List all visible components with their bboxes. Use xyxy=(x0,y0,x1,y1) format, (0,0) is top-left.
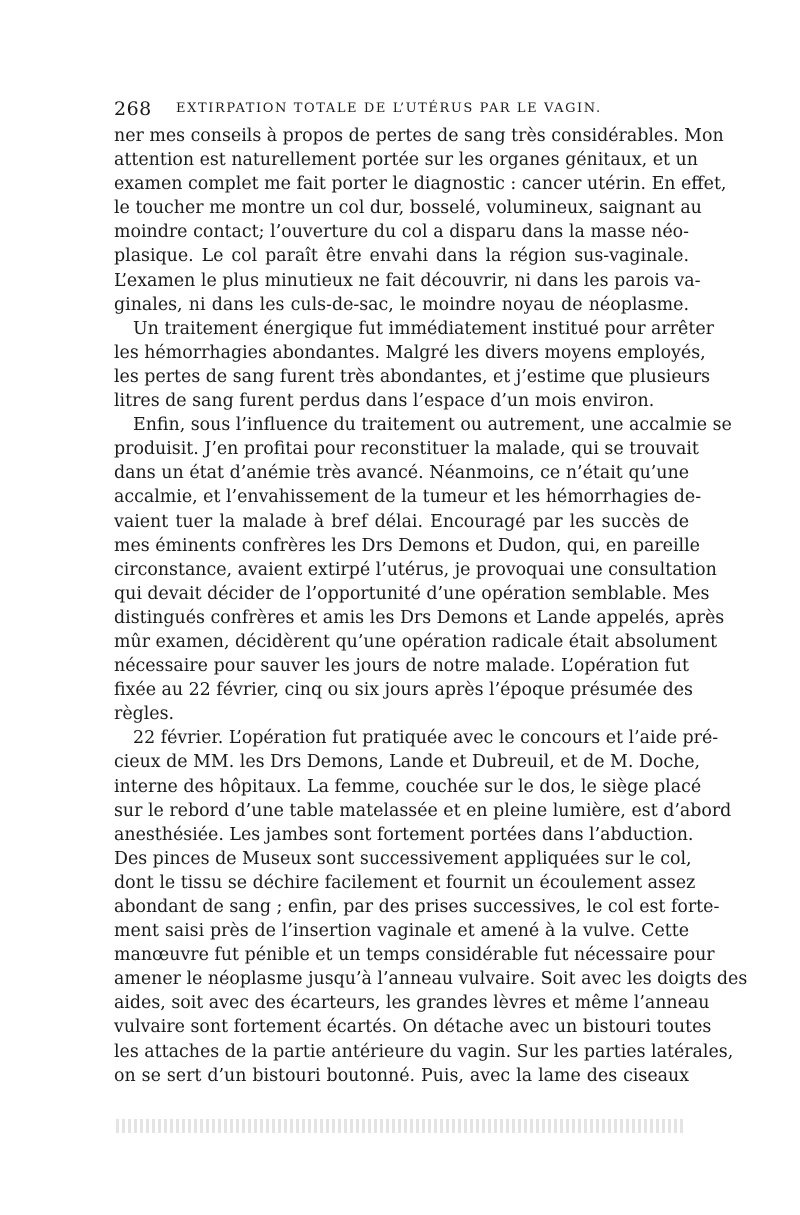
text-line: L’examen le plus minutieux ne fait découvrir, ni dans les parois va- xyxy=(114,270,701,291)
text-line: distingués confrères et amis les Drs Demons et Lande appelés, après xyxy=(114,607,725,628)
text-line: vulvaire sont fortement écartés. On détache avec un bistouri toutes xyxy=(114,1017,712,1038)
text-line: ner mes conseils à propos de pertes de sang très considérables. Mon xyxy=(114,126,724,146)
text-line: anesthésiée. Les jambes sont fortement portées dans l’abduction. xyxy=(114,824,694,845)
text-line: moindre contact; l’ouverture du col a disparu dans la masse néo- xyxy=(114,222,689,243)
running-title: EXTIRPATION TOTALE DE L’UTÉRUS PAR LE VAGIN. xyxy=(176,101,602,116)
text-line: manœuvre fut pénible et un temps considérable fut nécessaire pour xyxy=(114,945,715,966)
text-line: dans un état d’anémie très avancé. Néanmoins, ce n’était qu’une xyxy=(114,463,689,484)
text-line: mûr examen, décidèrent qu’une opération radicale était absolument xyxy=(114,631,718,652)
text-line: examen complet me fait porter le diagnostic : cancer utérin. En effet, xyxy=(114,174,727,195)
running-header xyxy=(114,98,694,122)
text-line: on se sert d’un bistouri boutonné. Puis, avec la lame des ciseaux xyxy=(114,1065,689,1086)
paragraph-start-line: Enfin, sous l’influence du traitement ou autrement, une accalmie se xyxy=(133,415,732,436)
text-line: amener le néoplasme jusqu’à l’anneau vulvaire. Soit avec les doigts des xyxy=(114,969,748,990)
text-line: les hémorrhagies abondantes. Malgré les divers moyens employés, xyxy=(114,342,706,363)
text-line: interne des hôpitaux. La femme, couchée sur le dos, le siège placé xyxy=(114,776,702,797)
paragraph-start-line: 22 février. L’opération fut pratiquée avec le concours et l’aide pré- xyxy=(133,728,719,749)
paragraph-end-line: règles. xyxy=(114,704,175,725)
text-line: mes éminents confrères les Drs Demons et Dudon, qui, en pareille xyxy=(114,535,700,556)
paragraph-start-line: Un traitement énergique fut immédiatement institué pour arrêter xyxy=(133,318,714,339)
text-line: dont le tissu se déchire facilement et fournit un écoulement assez xyxy=(114,872,696,893)
text-line: vaient tuer la malade à bref délai. Encouragé par les succès de xyxy=(114,511,689,532)
text-line: abondant de sang ; enfin, par des prises successives, le col est forte- xyxy=(114,897,720,917)
text-line: qui devait décider de l’opportunité d’une opération semblable. Mes xyxy=(114,583,710,604)
text-line: ment saisi près de l’insertion vaginale et amené à la vulve. Cette xyxy=(114,921,689,942)
text-line: produisit. J’en profitai pour reconstituer la malade, qui se trouvait xyxy=(114,439,699,460)
text-line: les pertes de sang furent très abondantes, et j’estime que plusieurs xyxy=(114,366,711,387)
text-line: circonstance, avaient extirpé l’utérus, je provoquai une consultation xyxy=(114,559,717,580)
text-line: aides, soit avec des écarteurs, les grandes lèvres et même l’anneau xyxy=(114,993,710,1014)
text-line: le toucher me montre un col dur, bosselé, volumineux, saignant au xyxy=(114,198,702,219)
body-text xyxy=(114,124,748,1088)
text-line: Des pinces de Museux sont successivement appliquées sur le col, xyxy=(114,848,692,869)
text-line: fixée au 22 février, cinq ou six jours après l’époque présumée des xyxy=(114,680,693,701)
text-line: attention est naturellement portée sur les organes génitaux, et un xyxy=(114,150,698,171)
text-line: sur le rebord d’une table matelassée et en pleine lumière, est d’abord xyxy=(114,800,732,821)
faint-bleed-through xyxy=(116,1119,686,1133)
text-line: les attaches de la partie antérieure du vagin. Sur les parties latérales, xyxy=(114,1041,734,1062)
text-line: ginales, ni dans les culs-de-sac, le moindre noyau de néoplasme. xyxy=(114,294,689,315)
text-line: plasique. Le col paraît être envahi dans la région sus-vaginale. xyxy=(114,246,689,267)
text-line: cieux de MM. les Drs Demons, Lande et Dubreuil, et de M. Doche, xyxy=(114,752,701,773)
text-line: accalmie, et l’envahissement de la tumeur et les hémorrhagies de- xyxy=(114,487,702,508)
paragraph-end-line: litres de sang furent perdus dans l’espace d’un mois environ. xyxy=(114,391,655,412)
page-number: 268 xyxy=(114,98,152,120)
text-line: nécessaire pour sauver les jours de notre malade. L’opération fut xyxy=(114,656,689,677)
